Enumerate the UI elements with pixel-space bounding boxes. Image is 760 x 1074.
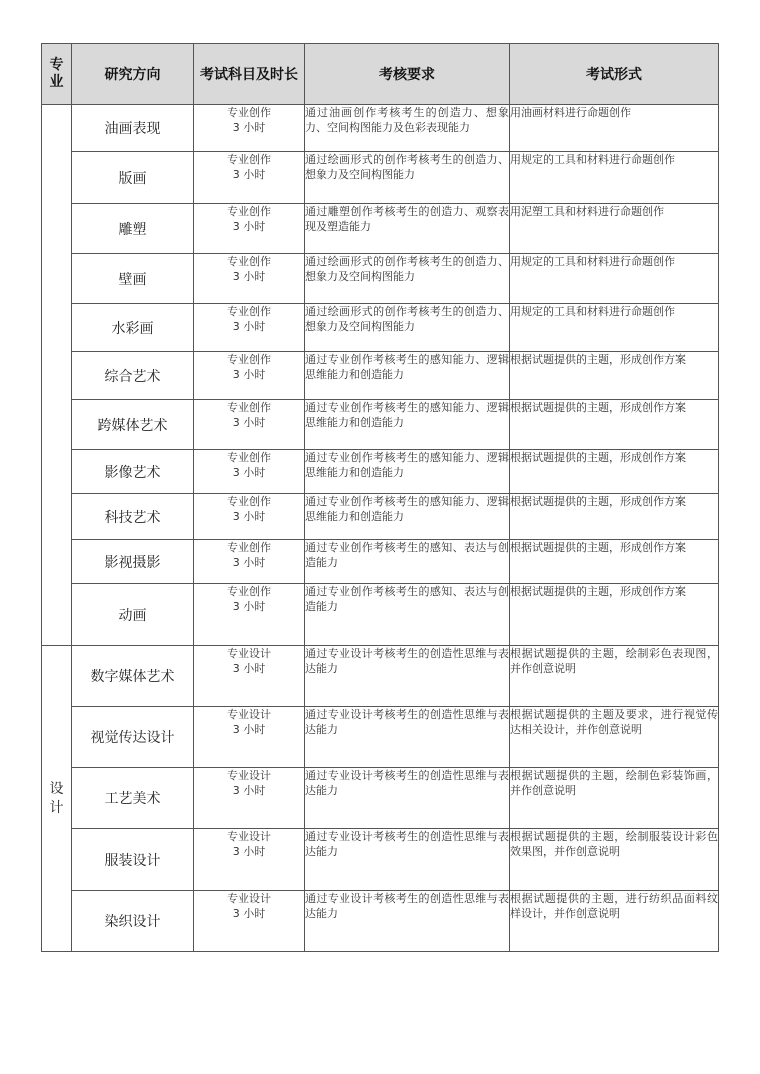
requirement-cell: 通过专业创作考核考生的感知、表达与创造能力 (305, 540, 510, 584)
form-cell: 根据试题提供的主题及要求，进行视觉传达相关设计，并作创意说明 (510, 707, 719, 768)
subject-name: 专业创作 (227, 451, 271, 464)
requirement-cell: 通过雕塑创作考核考生的创造力、观察表现及塑造能力 (305, 204, 510, 254)
form-cell: 用规定的工具和材料进行命题创作 (510, 304, 719, 352)
subject-name: 专业设计 (227, 647, 271, 660)
subject-cell (194, 707, 305, 768)
direction-cell: 油画表现 (72, 105, 194, 152)
subject-cell (194, 254, 305, 304)
subject-duration: 3 小时 (232, 845, 266, 858)
subject-duration: 3 小时 (232, 320, 266, 333)
subject-name: 专业设计 (227, 892, 271, 905)
subject-name: 专业创作 (227, 153, 271, 166)
subject-name: 专业设计 (227, 830, 271, 843)
direction-cell: 综合艺术 (72, 352, 194, 400)
direction-cell: 科技艺术 (72, 494, 194, 540)
requirement-cell: 通过专业创作考核考生的感知能力、逻辑思维能力和创造能力 (305, 494, 510, 540)
form-cell: 根据试题提供的主题，形成创作方案 (510, 352, 719, 400)
form-cell: 根据试题提供的主题，绘制彩色表现图，并作创意说明 (510, 646, 719, 707)
direction-cell: 版画 (72, 152, 194, 204)
direction-cell: 视觉传达设计 (72, 707, 194, 768)
subject-cell (194, 400, 305, 450)
subject-cell (194, 105, 305, 152)
table-row (42, 584, 719, 646)
table-row (42, 768, 719, 829)
requirement-cell: 通过绘画形式的创作考核考生的创造力、想象力及空间构图能力 (305, 304, 510, 352)
header-subject: 考试科目及时长 (194, 44, 305, 105)
form-cell: 用泥塑工具和材料进行命题创作 (510, 204, 719, 254)
direction-cell: 数字媒体艺术 (72, 646, 194, 707)
subject-cell (194, 540, 305, 584)
subject-duration: 3 小时 (232, 168, 266, 181)
table-row (42, 254, 719, 304)
header-form: 考试形式 (510, 44, 719, 105)
header-requirement: 考核要求 (305, 44, 510, 105)
major-cell (42, 105, 72, 646)
table-row (42, 829, 719, 891)
direction-cell: 工艺美术 (72, 768, 194, 829)
table-row (42, 891, 719, 952)
subject-duration: 3 小时 (232, 220, 266, 233)
subject-name: 专业创作 (227, 541, 271, 554)
table-row (42, 540, 719, 584)
requirement-cell: 通过专业创作考核考生的感知能力、逻辑思维能力和创造能力 (305, 400, 510, 450)
subject-name: 专业创作 (227, 305, 271, 318)
subject-cell (194, 304, 305, 352)
requirement-cell: 通过油画创作考核考生的创造力、想象力、空间构图能力及色彩表现能力 (305, 105, 510, 152)
form-cell: 根据试题提供的主题，形成创作方案 (510, 494, 719, 540)
subject-cell (194, 829, 305, 891)
direction-cell: 影视摄影 (72, 540, 194, 584)
direction-cell: 雕塑 (72, 204, 194, 254)
requirement-cell: 通过专业设计考核考生的创造性思维与表达能力 (305, 829, 510, 891)
direction-cell: 动画 (72, 584, 194, 646)
header-major (42, 44, 72, 105)
table-row (42, 105, 719, 152)
form-cell: 根据试题提供的主题，绘制色彩装饰画，并作创意说明 (510, 768, 719, 829)
requirement-cell: 通过专业创作考核考生的感知能力、逻辑思维能力和创造能力 (305, 450, 510, 494)
table-row (42, 707, 719, 768)
header-direction: 研究方向 (72, 44, 194, 105)
subject-cell (194, 352, 305, 400)
subject-name: 专业创作 (227, 495, 271, 508)
requirement-cell: 通过专业设计考核考生的创造性思维与表达能力 (305, 646, 510, 707)
direction-cell: 水彩画 (72, 304, 194, 352)
table-row (42, 400, 719, 450)
subject-duration: 3 小时 (232, 784, 266, 797)
subject-name: 专业创作 (227, 585, 271, 598)
subject-name: 专业创作 (227, 106, 271, 119)
subject-cell (194, 204, 305, 254)
subject-name: 专业设计 (227, 769, 271, 782)
subject-name: 专业设计 (227, 708, 271, 721)
form-cell: 根据试题提供的主题，绘制服装设计彩色效果图，并作创意说明 (510, 829, 719, 891)
requirement-cell: 通过绘画形式的创作考核考生的创造力、想象力及空间构图能力 (305, 152, 510, 204)
subject-name: 专业创作 (227, 401, 271, 414)
subject-cell (194, 584, 305, 646)
form-cell: 根据试题提供的主题，形成创作方案 (510, 400, 719, 450)
form-cell: 用规定的工具和材料进行命题创作 (510, 254, 719, 304)
major-label: 设计 (49, 780, 64, 816)
subject-duration: 3 小时 (232, 662, 266, 675)
table-row (42, 152, 719, 204)
subject-cell (194, 891, 305, 952)
subject-cell (194, 494, 305, 540)
major-cell (42, 646, 72, 952)
form-cell: 根据试题提供的主题，形成创作方案 (510, 450, 719, 494)
form-cell: 根据试题提供的主题，进行纺织品面料纹样设计，并作创意说明 (510, 891, 719, 952)
direction-cell: 染织设计 (72, 891, 194, 952)
subject-cell (194, 646, 305, 707)
table-row (42, 204, 719, 254)
header-major-label: 专业 (49, 57, 64, 90)
exam-table (41, 43, 719, 952)
subject-name: 专业创作 (227, 255, 271, 268)
subject-duration: 3 小时 (232, 510, 266, 523)
form-cell: 用规定的工具和材料进行命题创作 (510, 152, 719, 204)
subject-duration: 3 小时 (232, 556, 266, 569)
direction-cell: 影像艺术 (72, 450, 194, 494)
form-cell: 用油画材料进行命题创作 (510, 105, 719, 152)
direction-cell: 跨媒体艺术 (72, 400, 194, 450)
subject-duration: 3 小时 (232, 907, 266, 920)
requirement-cell: 通过专业设计考核考生的创造性思维与表达能力 (305, 768, 510, 829)
subject-duration: 3 小时 (232, 368, 266, 381)
direction-cell: 壁画 (72, 254, 194, 304)
subject-duration: 3 小时 (232, 723, 266, 736)
subject-cell (194, 450, 305, 494)
table-row (42, 352, 719, 400)
subject-duration: 3 小时 (232, 600, 266, 613)
subject-name: 专业创作 (227, 353, 271, 366)
subject-cell (194, 768, 305, 829)
form-cell: 根据试题提供的主题，形成创作方案 (510, 584, 719, 646)
requirement-cell: 通过绘画形式的创作考核考生的创造力、想象力及空间构图能力 (305, 254, 510, 304)
subject-duration: 3 小时 (232, 466, 266, 479)
table-row (42, 646, 719, 707)
subject-duration: 3 小时 (232, 270, 266, 283)
subject-cell (194, 152, 305, 204)
direction-cell: 服装设计 (72, 829, 194, 891)
table-row (42, 450, 719, 494)
subject-duration: 3 小时 (232, 416, 266, 429)
requirement-cell: 通过专业设计考核考生的创造性思维与表达能力 (305, 891, 510, 952)
requirement-cell: 通过专业设计考核考生的创造性思维与表达能力 (305, 707, 510, 768)
form-cell: 根据试题提供的主题，形成创作方案 (510, 540, 719, 584)
subject-duration: 3 小时 (232, 121, 266, 134)
requirement-cell: 通过专业创作考核考生的感知、表达与创造能力 (305, 584, 510, 646)
requirement-cell: 通过专业创作考核考生的感知能力、逻辑思维能力和创造能力 (305, 352, 510, 400)
table-row (42, 304, 719, 352)
table-row (42, 494, 719, 540)
subject-name: 专业创作 (227, 205, 271, 218)
header-row (42, 44, 719, 105)
